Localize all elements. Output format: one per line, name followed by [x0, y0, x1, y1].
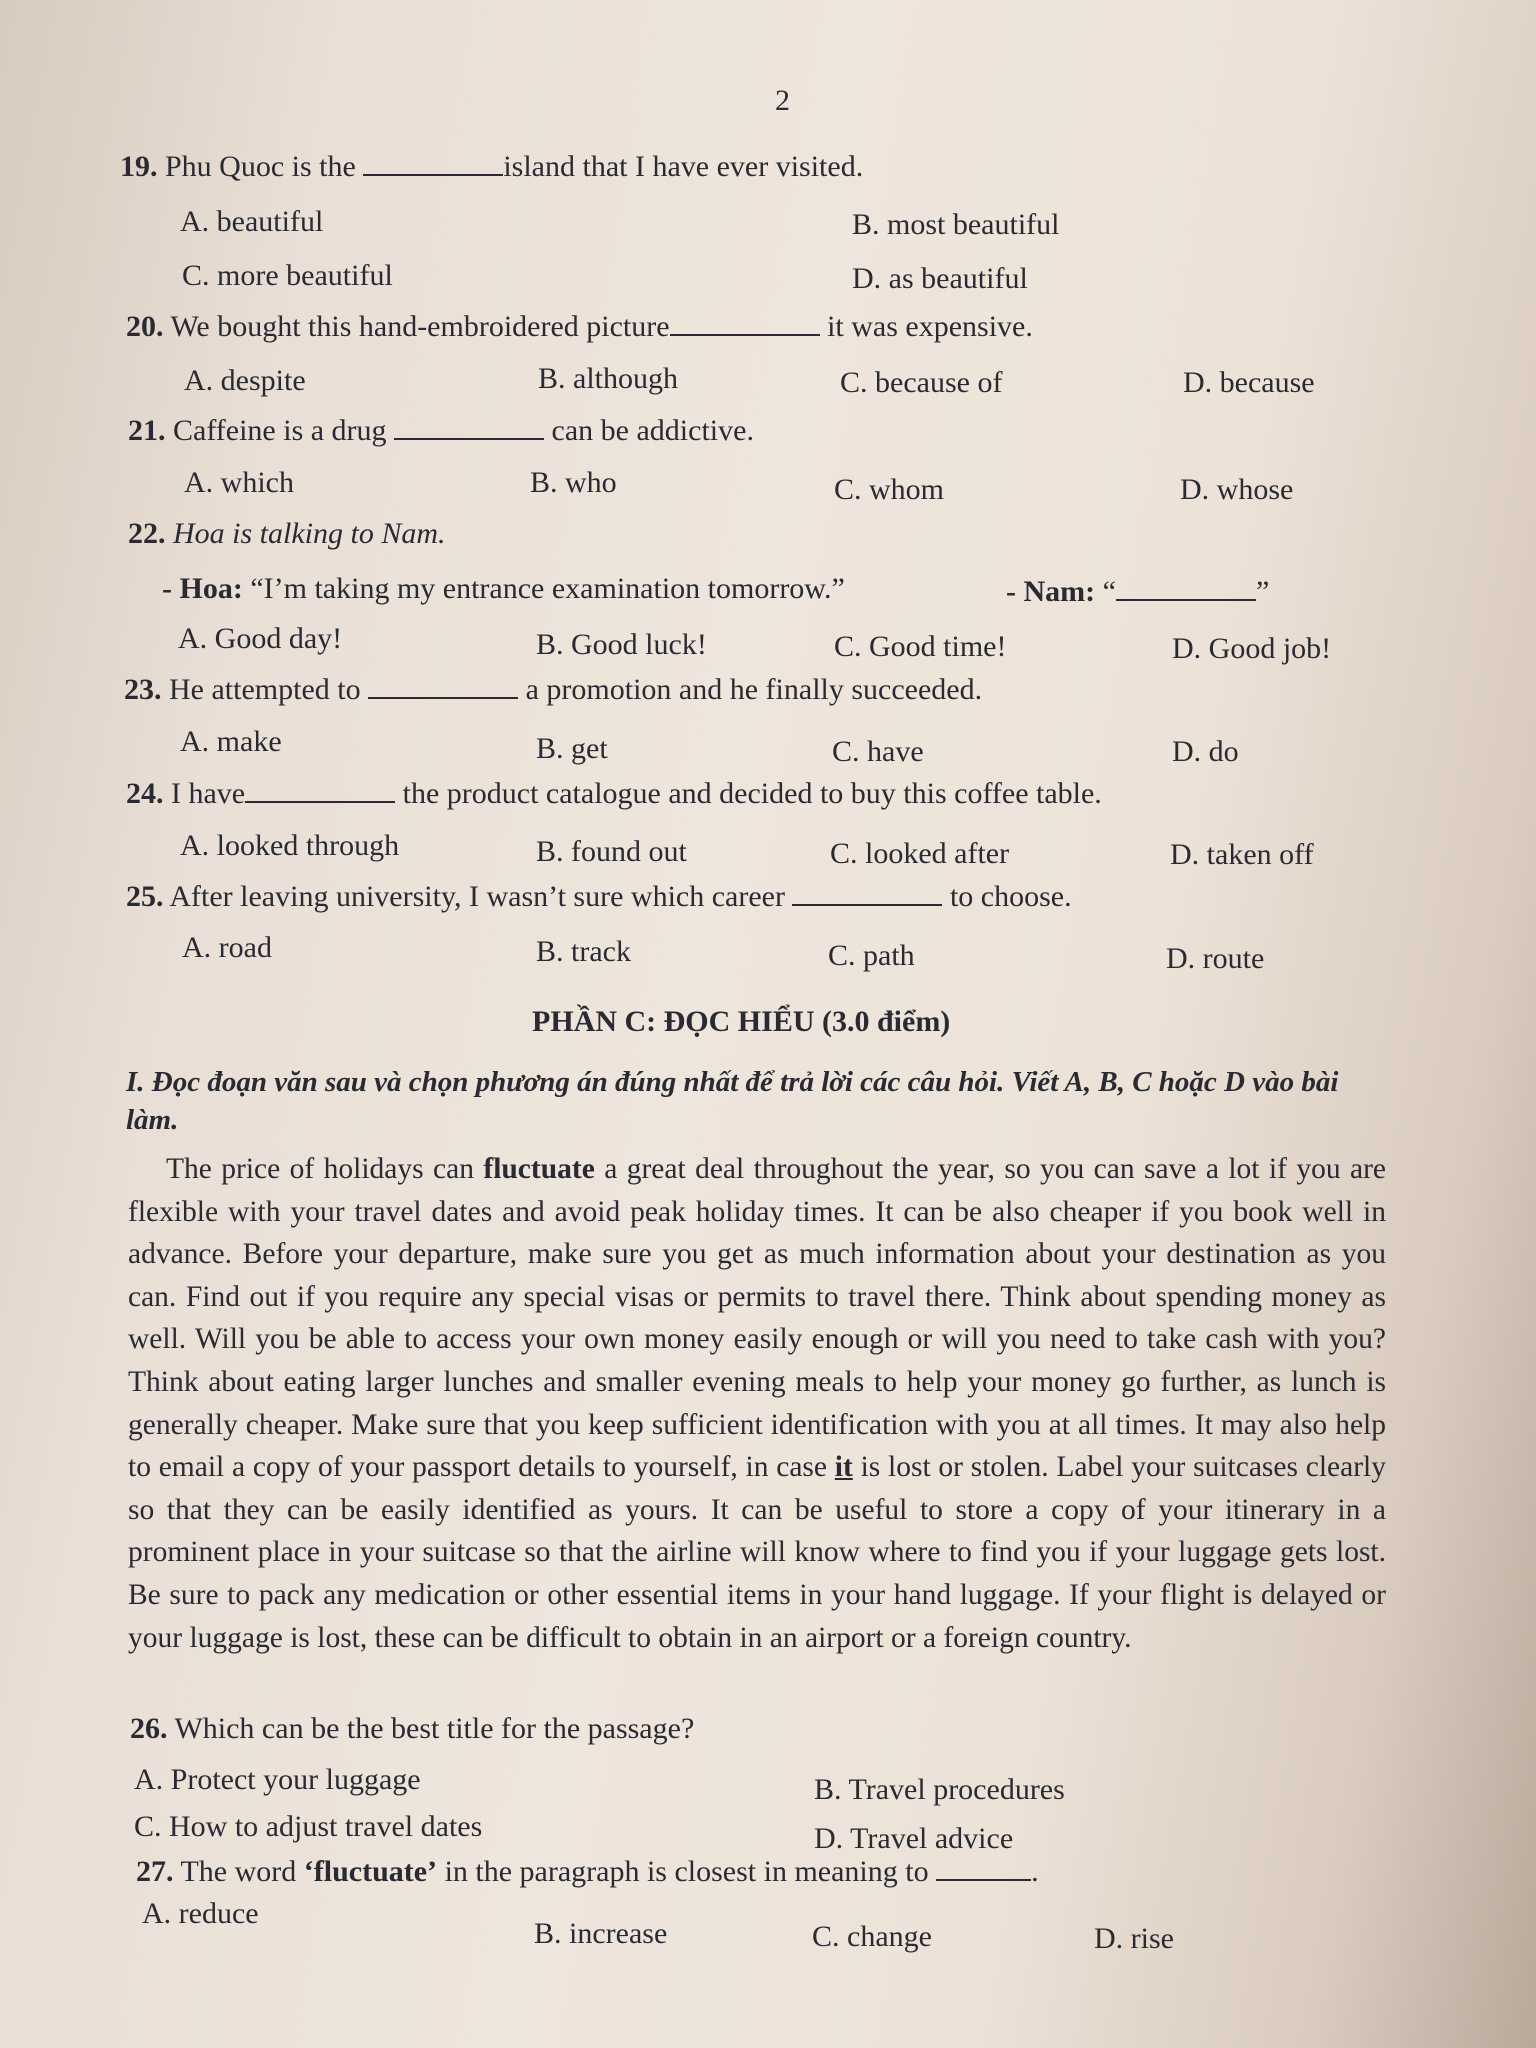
option-b: B. found out: [536, 835, 687, 868]
page-number: 2: [775, 84, 790, 117]
question-text-before: Hoa is talking to Nam.: [173, 517, 446, 550]
dialogue-hoa: [162, 572, 845, 606]
question-text-before: We bought this hand-embroidered picture: [170, 310, 670, 343]
option-a: A. road: [182, 931, 272, 964]
question-text-after: the product catalogue and decided to buy this coffee table.: [402, 777, 1102, 810]
question-26: [130, 1712, 694, 1746]
option-b: B. Good luck!: [536, 628, 707, 661]
option-d: D. Travel advice: [814, 1822, 1014, 1855]
question-keyword: ‘fluctuate’: [303, 1855, 438, 1888]
option-c: C. How to adjust travel dates: [134, 1810, 483, 1843]
question-27: [136, 1855, 1039, 1889]
question-24: [126, 777, 1102, 811]
passage-keyword: fluctuate: [483, 1153, 595, 1185]
question-20: [126, 310, 1033, 344]
answer-blank: [936, 1857, 1031, 1881]
question-number: 26.: [130, 1712, 168, 1745]
option-d: D. rise: [1094, 1922, 1174, 1955]
question-text-before: Caffeine is a drug: [173, 414, 387, 447]
option-b: B. Travel procedures: [814, 1773, 1065, 1806]
section-title: PHẦN C: ĐỌC HIỂU (3.0 điểm): [532, 1005, 951, 1038]
option-d: D. do: [1172, 735, 1239, 768]
option-a: A. beautiful: [180, 205, 324, 238]
reading-passage: [128, 1148, 1386, 1659]
option-b: B. who: [530, 466, 617, 499]
answer-blank: [363, 152, 503, 176]
answer-blank: [792, 882, 942, 906]
question-number: 23.: [124, 673, 162, 706]
question-text-before: The word: [180, 1855, 304, 1888]
open-quote: “: [1102, 575, 1116, 608]
question-text-after: can be addictive.: [551, 414, 754, 447]
answer-blank: [670, 312, 820, 336]
question-number: 24.: [126, 777, 164, 810]
question-text-after: to choose.: [949, 880, 1072, 913]
question-text-after: a promotion and he finally succeeded.: [525, 673, 983, 706]
question-23: [124, 673, 982, 707]
option-a: A. reduce: [142, 1897, 259, 1930]
question-text-before: I have: [171, 777, 246, 810]
option-b: B. track: [536, 935, 631, 968]
dialogue-text: “I’m taking my entrance examination tomorrow.”: [250, 572, 845, 605]
speaker-label: - Hoa:: [162, 572, 243, 605]
question-number: 25.: [126, 880, 164, 913]
question-end: .: [1031, 1855, 1039, 1888]
option-d: D. whose: [1180, 473, 1294, 506]
option-b: B. increase: [534, 1917, 668, 1950]
question-text-after: in the paragraph is closest in meaning to: [437, 1855, 929, 1888]
option-a: A. which: [184, 466, 294, 499]
close-quote: ”: [1255, 575, 1270, 608]
dialogue-nam: [1006, 575, 1269, 609]
question-text: Which can be the best title for the passage?: [174, 1712, 695, 1745]
option-c: C. have: [832, 735, 924, 768]
option-a: A. Good day!: [178, 622, 343, 655]
answer-blank: [368, 675, 518, 699]
passage-part-2: a great deal throughout the year, so you can save a lot if you are flexible with your travel dates and avoid peak holiday times. It can be also cheaper if you book well in advance. Before your departure, make sure you get as much information about your destination as you can. Find out if you require any special visas or permits to travel there. Think about spending money as well. Will you be able to access your own money easily enough or will you need to take cash with you? Think about eating larger lunches and smaller evening meals to help your money go further, as lunch is generally cheaper. Make sure that you keep sufficient identification with you at all times. It may also help to email a copy of your passport details to yourself, in case: [128, 1153, 1387, 1484]
option-c: C. change: [812, 1920, 932, 1953]
option-d: D. Good job!: [1172, 632, 1332, 665]
question-text-after: island that I have ever visited.: [503, 150, 864, 183]
question-text-after: it was expensive.: [827, 310, 1033, 343]
option-a: A. despite: [184, 364, 306, 397]
question-25: [126, 880, 1072, 914]
question-number: 22.: [128, 517, 166, 550]
option-c: C. because of: [840, 366, 1003, 399]
answer-blank: [394, 416, 544, 440]
question-text-before: After leaving university, I wasn’t sure which career: [169, 880, 785, 913]
passage-part-1: The price of holidays can: [166, 1153, 484, 1185]
option-b: B. most beautiful: [852, 208, 1060, 241]
option-b: B. although: [538, 362, 678, 395]
option-c: C. Good time!: [834, 630, 1007, 663]
question-19: [120, 150, 863, 184]
passage-part-3: is lost or stolen. Label your suitcases clearly so that they can be easily identified as yours. It can be useful to store a copy of your itinerary in a prominent place in your suitcase so that the airline will know where to find you if your luggage gets lost. Be sure to pack any medication or other essential items in your hand luggage. If your flight is delayed or your luggage is lost, these can be difficult to obtain in an airport or a foreign country.: [128, 1451, 1386, 1654]
option-c: C. looked after: [830, 837, 1010, 870]
reading-instruction: I. Đọc đoạn văn sau và chọn phương án đúng nhất để trả lời các câu hỏi. Viết A, B, C hoặc D vào bài làm.: [126, 1066, 1339, 1136]
question-21: [128, 414, 754, 448]
option-a: A. make: [180, 725, 282, 758]
option-c: C. path: [828, 939, 915, 972]
question-22: [128, 517, 446, 551]
speaker-label: - Nam:: [1006, 575, 1096, 608]
question-number: 21.: [128, 414, 166, 447]
answer-blank: [1116, 577, 1256, 601]
answer-blank: [245, 779, 395, 803]
option-b: B. get: [536, 732, 608, 765]
option-c: C. whom: [834, 473, 945, 506]
option-d: D. taken off: [1170, 838, 1314, 871]
option-a: A. Protect your luggage: [134, 1763, 421, 1796]
option-c: C. more beautiful: [182, 259, 393, 292]
option-d: D. because: [1183, 366, 1315, 399]
passage-reference-word: it: [834, 1451, 853, 1484]
question-text-before: Phu Quoc is the: [165, 150, 356, 183]
question-number: 19.: [120, 150, 158, 183]
question-text-before: He attempted to: [169, 673, 361, 706]
option-a: A. looked through: [180, 829, 400, 862]
question-number: 20.: [126, 310, 164, 343]
question-number: 27.: [136, 1855, 174, 1888]
option-d: D. as beautiful: [852, 262, 1028, 295]
option-d: D. route: [1166, 942, 1265, 975]
